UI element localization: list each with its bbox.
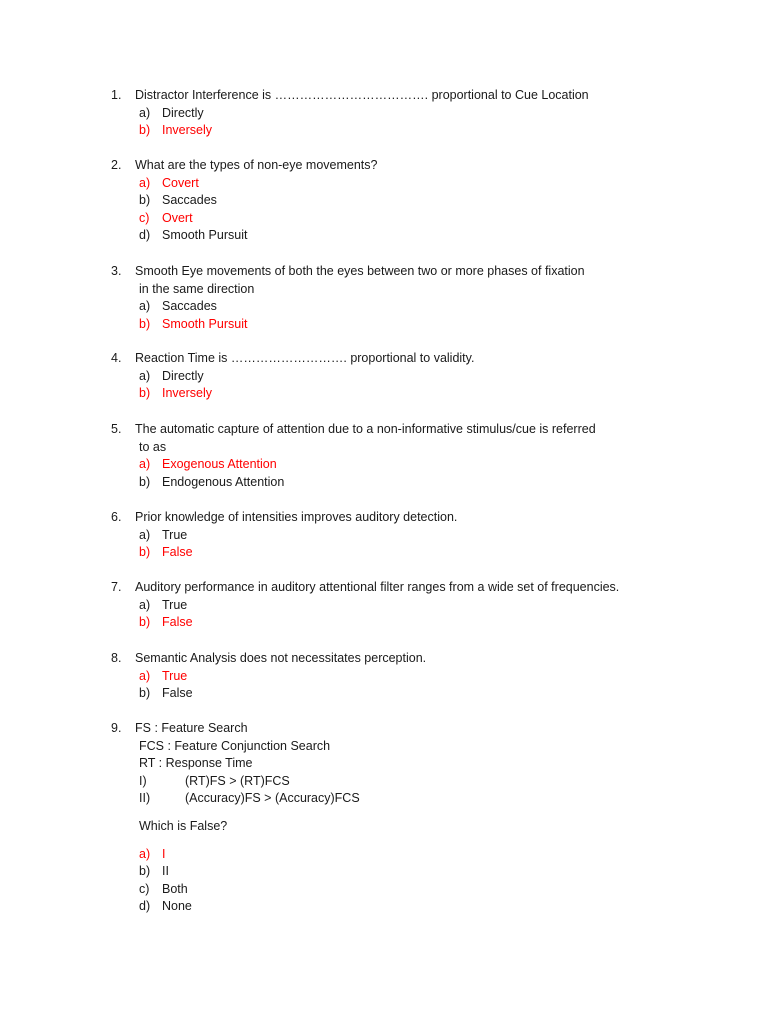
option-label: a) — [139, 846, 151, 861]
question-text: The automatic capture of attention due to a non-informative stimulus/cue is referred — [135, 422, 596, 436]
option-text: II — [162, 864, 169, 879]
question-text: FS : Feature Search — [135, 721, 248, 735]
question-number: 4. — [111, 351, 122, 365]
question-text: Semantic Analysis does not necessitates perception. — [135, 651, 427, 665]
option-text: Directly — [162, 105, 204, 120]
option-label: b) — [139, 615, 151, 630]
option-label: b) — [139, 193, 151, 208]
question-text: RT : Response Time — [139, 756, 253, 771]
question-number: 9. — [111, 721, 122, 735]
question-text: Reaction Time is ………………………. proportional to validity. — [135, 351, 475, 365]
option-label: a) — [139, 368, 151, 383]
option-label: b) — [139, 316, 151, 331]
option-text-correct: Smooth Pursuit — [162, 316, 248, 331]
statement-text: (RT)FS > (RT)FCS — [185, 773, 290, 788]
question-number: 3. — [111, 264, 122, 278]
option-text-correct: Overt — [162, 210, 193, 225]
option-text: Smooth Pursuit — [162, 228, 248, 243]
question-number: 1. — [111, 88, 122, 102]
question-prompt: Which is False? — [139, 819, 228, 833]
question-text: to as — [139, 439, 167, 454]
option-label: b) — [139, 686, 151, 701]
option-label: a) — [139, 668, 151, 683]
option-text: True — [162, 527, 188, 542]
question-text: What are the types of non-eye movements? — [135, 158, 378, 172]
question-text: Auditory performance in auditory attentional filter ranges from a wide set of frequencies. — [135, 580, 620, 594]
option-label: b) — [139, 864, 151, 879]
option-text: Saccades — [162, 299, 217, 314]
option-text-correct: False — [162, 545, 193, 560]
option-label: b) — [139, 123, 151, 138]
option-text-correct: I — [162, 846, 166, 861]
option-text-correct: Exogenous Attention — [162, 457, 277, 472]
option-label: c) — [139, 881, 150, 896]
option-label: a) — [139, 457, 151, 472]
option-text-correct: True — [162, 668, 188, 683]
question-text: FCS : Feature Conjunction Search — [139, 738, 331, 753]
option-label: a) — [139, 175, 151, 190]
option-text-correct: Inversely — [162, 123, 213, 138]
option-text: None — [162, 899, 192, 914]
statement-text: (Accuracy)FS > (Accuracy)FCS — [185, 791, 360, 806]
question-number: 7. — [111, 580, 122, 594]
question-number: 6. — [111, 510, 122, 524]
statement-label: I) — [139, 773, 147, 788]
option-label: a) — [139, 105, 151, 120]
option-label: a) — [139, 527, 151, 542]
option-text: Directly — [162, 368, 204, 383]
option-text-correct: False — [162, 615, 193, 630]
option-label: a) — [139, 299, 151, 314]
option-text: Saccades — [162, 193, 217, 208]
question-text: Smooth Eye movements of both the eyes between two or more phases of fixation — [135, 264, 585, 278]
question-number: 5. — [111, 422, 122, 436]
statement-label: II) — [139, 791, 151, 806]
option-text: Endogenous Attention — [162, 474, 285, 489]
option-label: d) — [139, 228, 151, 243]
question-text: in the same direction — [139, 281, 255, 296]
option-text-correct: Inversely — [162, 386, 213, 401]
option-label: b) — [139, 386, 151, 401]
option-label: a) — [139, 597, 151, 612]
question-number: 8. — [111, 651, 122, 665]
option-label: d) — [139, 899, 151, 914]
question-text: Prior knowledge of intensities improves auditory detection. — [135, 510, 458, 524]
option-text: True — [162, 597, 188, 612]
option-text-correct: Covert — [162, 175, 199, 190]
option-label: b) — [139, 474, 151, 489]
option-label: c) — [139, 210, 150, 225]
option-text: False — [162, 686, 193, 701]
question-number: 2. — [111, 158, 122, 172]
option-text: Both — [162, 881, 188, 896]
option-label: b) — [139, 545, 151, 560]
question-text: Distractor Interference is ………………………………. proportional to Cue Location — [135, 88, 589, 102]
